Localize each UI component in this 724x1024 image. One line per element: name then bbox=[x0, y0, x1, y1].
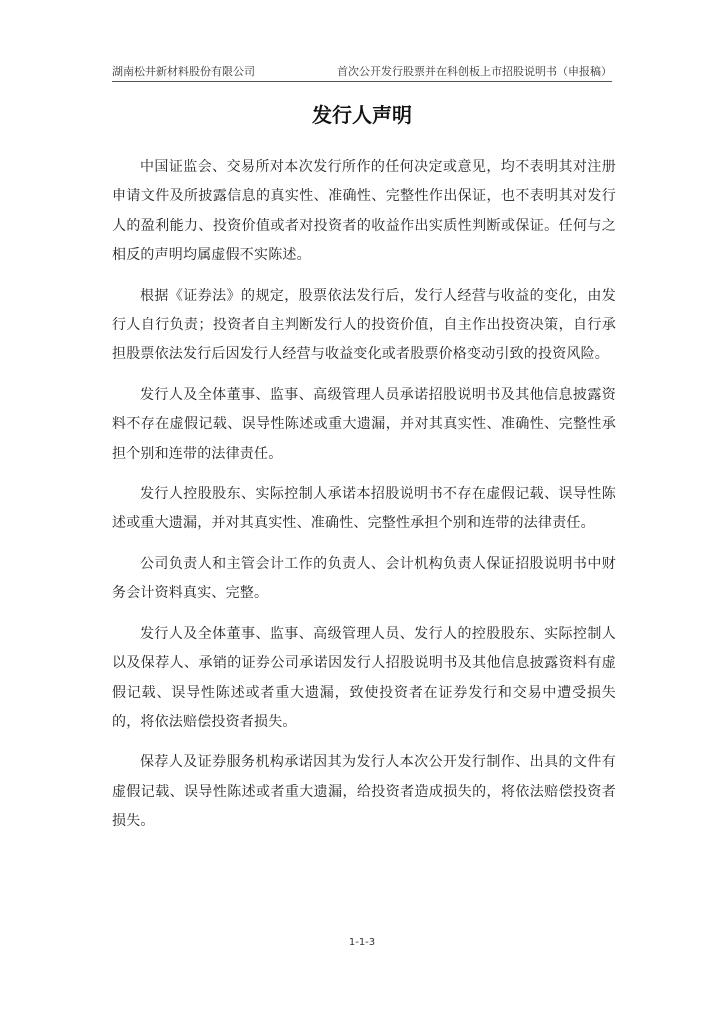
declaration-paragraph: 根据《证券法》的规定，股票依法发行后，发行人经营与收益的变化，由发行人自行负责；投资者自主判断发行人的投资价值，自主作出投资决策，自行承担股票依法发行后因发行人经营与收益变化或者股票价格变动引致的投资风险。 bbox=[112, 287, 616, 363]
page-header bbox=[112, 64, 612, 80]
header-company-name: 湖南松井新材料股份有限公司 bbox=[112, 65, 255, 78]
header-document-title: 首次公开发行股票并在科创板上市招股说明书（申报稿） bbox=[337, 65, 612, 78]
page-number: 1-1-3 bbox=[348, 937, 376, 948]
declaration-paragraph: 发行人及全体董事、监事、高级管理人员、发行人的控股股东、实际控制人以及保荐人、承销的证券公司承诺因发行人招股说明书及其他信息披露资料有虚假记载、误导性陈述或者重大遗漏，致使投资者在证券发行和交易中遭受损失的，将依法赔偿投资者损失。 bbox=[112, 625, 616, 730]
header-divider bbox=[112, 81, 612, 82]
declaration-paragraph: 发行人及全体董事、监事、高级管理人员承诺招股说明书及其他信息披露资料不存在虚假记载、误导性陈述或重大遗漏，并对其真实性、准确性、完整性承担个别和连带的法律责任。 bbox=[112, 386, 616, 462]
declaration-paragraph: 公司负责人和主管会计工作的负责人、会计机构负责人保证招股说明书中财务会计资料真实、完整。 bbox=[112, 555, 616, 602]
declaration-paragraph: 保荐人及证券服务机构承诺因其为发行人本次公开发行制作、出具的文件有虚假记载、误导性陈述或者重大遗漏，给投资者造成损失的，将依法赔偿投资者损失。 bbox=[112, 754, 616, 830]
declaration-body bbox=[112, 153, 616, 848]
page-title: 发行人声明 bbox=[312, 103, 412, 127]
declaration-paragraph: 中国证监会、交易所对本次发行所作的任何决定或意见，均不表明其对注册申请文件及所披露信息的真实性、准确性、完整性作出保证，也不表明其对发行人的盈利能力、投资价值或者对投资者的收益作出实质性判断或保证。任何与之相反的声明均属虚假不实陈述。 bbox=[112, 159, 616, 264]
declaration-paragraph: 发行人控股股东、实际控制人承诺本招股说明书不存在虚假记载、误导性陈述或重大遗漏，并对其真实性、准确性、完整性承担个别和连带的法律责任。 bbox=[112, 486, 616, 532]
